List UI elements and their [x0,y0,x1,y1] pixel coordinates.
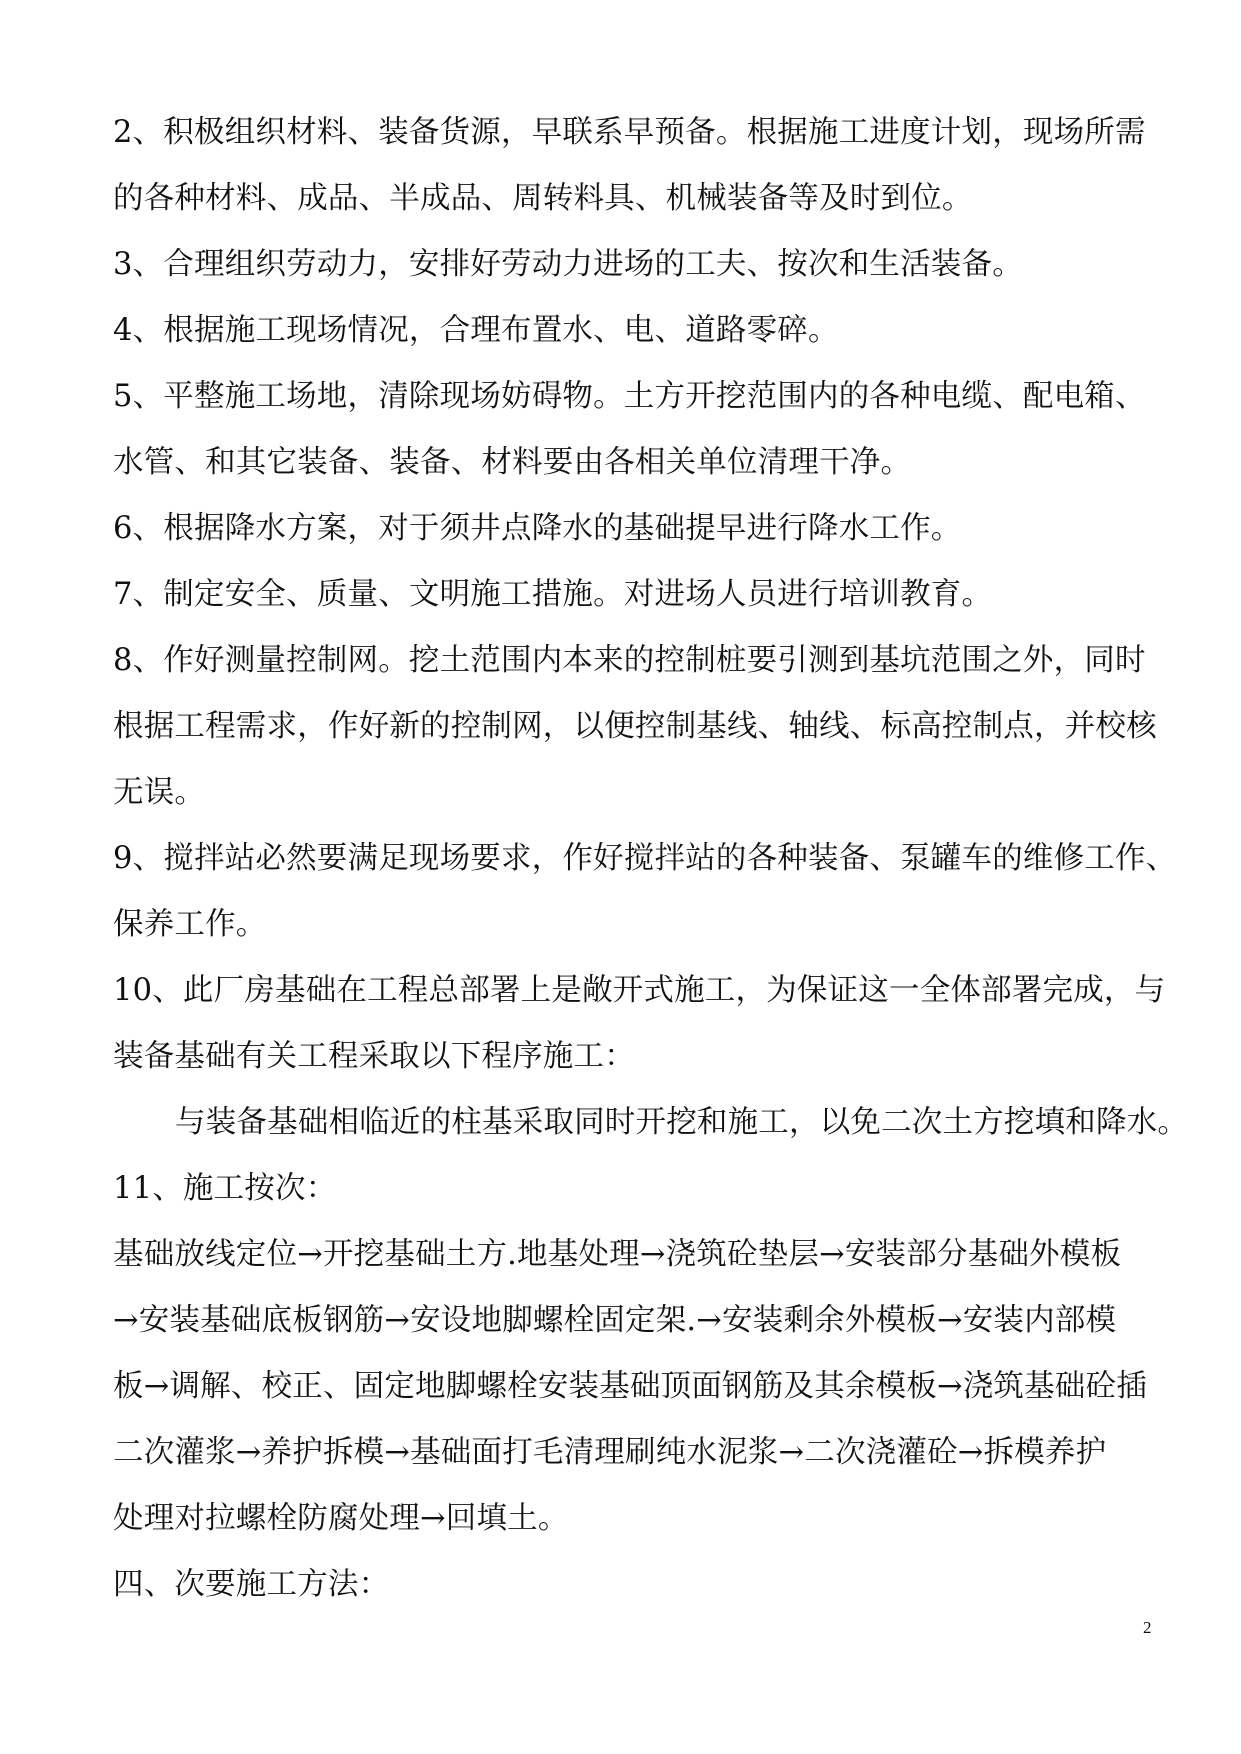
text-line: 7、制定安全、质量、文明施工措施。对进场人员进行培训教育。 [113,577,993,612]
text-line: 6、根据降水方案，对于须井点降水的基础提早进行降水工作。 [113,511,962,546]
text-line: 处理对拉螺栓防腐处理→回填土。 [113,1501,569,1536]
text-line: 5、平整施工场地，清除现场妨碍物。土方开挖范围内的各种电缆、配电箱、 [113,379,1146,414]
text-line: 的各种材料、成品、半成品、周转料具、机械装备等及时到位。 [113,181,973,216]
text-line: 水管、和其它装备、装备、材料要由各相关单位清理干净。 [113,445,912,480]
text-line: 11、施工按次： [113,1171,337,1206]
text-line: 根据工程需求，作好新的控制网，以便控制基线、轴线、标高控制点，并校核 [113,709,1157,744]
text-line: 9、搅拌站必然要满足现场要求，作好搅拌站的各种装备、泵罐车的维修工作、 [113,841,1177,876]
indented-text-line: 与装备基础相临近的柱基采取同时开挖和施工，以免二次土方挖填和降水。 [175,1105,1189,1140]
text-line: 10、此厂房基础在工程总部署上是敞开式施工，为保证这一全体部署完成，与 [113,973,1166,1008]
page-number: 2 [1143,1618,1152,1637]
text-line: 2、积极组织材料、装备货源，早联系早预备。根据施工进度计划，现场所需 [113,115,1146,150]
text-line: 4、根据施工现场情况，合理布置水、电、道路零碎。 [113,313,839,348]
text-line: 8、作好测量控制网。挖土范围内本来的控制桩要引测到基坑范围之外，同时 [113,643,1146,678]
text-line: 二次灌浆→养护拆模→基础面打毛清理刷纯水泥浆→二次浇灌砼→拆模养护 [113,1435,1107,1470]
text-line: →安装基础底板钢筋→安设地脚螺栓固定架.→安装剩余外模板→安装内部模 [113,1303,1117,1338]
text-line: 板→调解、校正、固定地脚螺栓安装基础顶面钢筋及其余模板→浇筑基础砼插 [113,1369,1147,1404]
text-line: 装备基础有关工程采取以下程序施工： [113,1039,635,1074]
section-heading: 四、次要施工方法： [113,1567,390,1602]
text-line: 无误。 [113,775,206,810]
text-line: 保养工作。 [113,907,267,942]
text-line: 基础放线定位→开挖基础土方.地基处理→浇筑砼垫层→安装部分基础外模板 [113,1237,1122,1272]
text-line: 3、合理组织劳动力，安排好劳动力进场的工夫、按次和生活装备。 [113,247,1023,282]
